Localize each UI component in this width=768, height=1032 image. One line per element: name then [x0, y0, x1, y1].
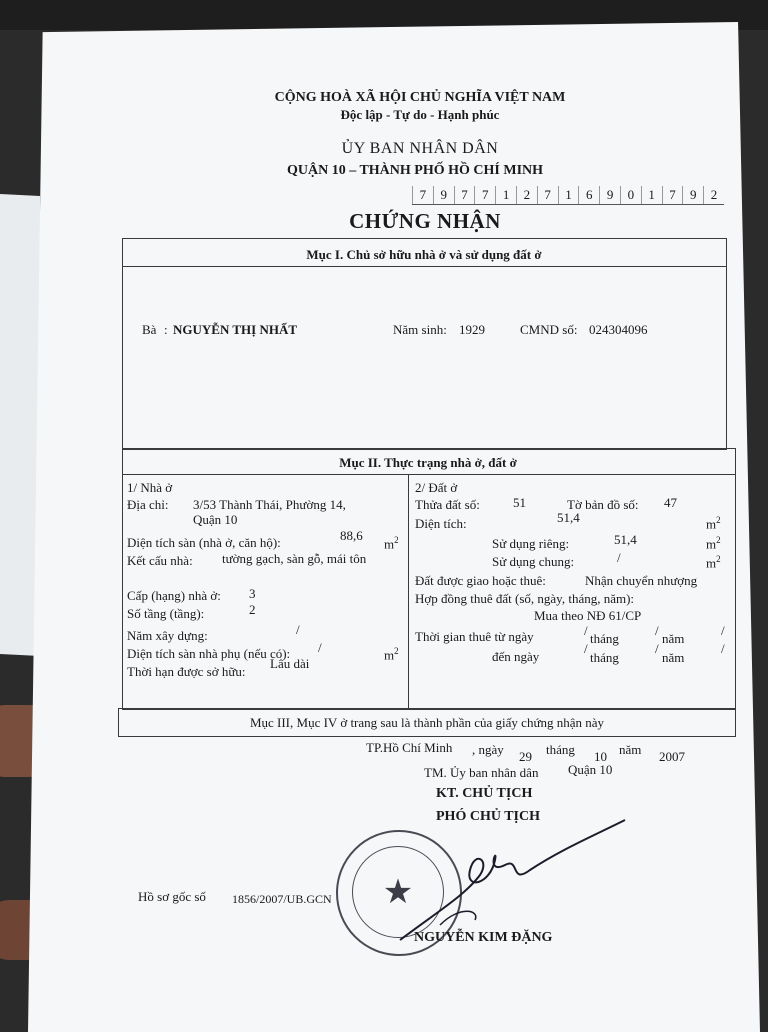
built-value: /	[296, 622, 300, 637]
private-use-label: Sử dụng riêng:	[492, 536, 570, 551]
plot-value: 51	[513, 495, 526, 510]
sign-month-label: tháng	[546, 742, 575, 757]
sign-place: TP.Hồ Chí Minh	[366, 740, 453, 755]
owner-prefix: Bà	[142, 322, 157, 337]
common-use-value: /	[617, 550, 621, 565]
lease-from-month-label: tháng	[590, 631, 619, 646]
floors-label: Số tầng (tầng):	[127, 606, 205, 621]
lease-to-year-slash: /	[721, 641, 725, 656]
sign-year: 2007	[659, 749, 685, 764]
private-use-unit: $m^2$	[706, 535, 721, 552]
lease-from-year-label: năm	[662, 631, 685, 646]
aux-area-value: /	[318, 640, 322, 655]
structure-value: tường gạch, sàn gỗ, mái tôn	[222, 551, 367, 566]
lease-label: Hợp đồng thuê đất (số, ngày, tháng, năm):	[415, 591, 635, 606]
serial-number: 7 9 7 7 1 2 7 1 6 9 0 1 7 9 2	[412, 186, 724, 205]
grade-value: 3	[249, 586, 256, 601]
issuer-title: ỦY BAN NHÂN DÂN	[341, 140, 499, 157]
national-motto: Độc lập - Tự do - Hạnh phúc	[340, 107, 500, 122]
address-label: Địa chỉ:	[127, 497, 169, 512]
lease-to-label: đến ngày	[492, 649, 540, 664]
section-note: Mục III, Mục IV ở trang sau là thành phần của giấy chứng nhận này	[249, 715, 605, 730]
aux-area-unit: $m^2$	[384, 646, 399, 663]
birth-year-label: Năm sinh:	[393, 322, 447, 337]
term-value: Lâu dài	[270, 656, 310, 671]
document-title: CHỨNG NHẬN	[349, 209, 501, 233]
section1-divider	[122, 266, 726, 267]
map-value: 47	[664, 495, 677, 510]
vice-chair: PHÓ CHỦ TỊCH	[436, 809, 540, 824]
land-heading: 2/ Đất ở	[415, 480, 458, 495]
common-use-unit: $m^2$	[706, 554, 721, 571]
floor-area-value: 88,6	[340, 528, 363, 543]
address-line1: 3/53 Thành Thái, Phường 14,	[193, 497, 346, 512]
birth-year: 1929	[459, 322, 485, 337]
seal-star-icon: ★	[352, 846, 444, 938]
section1-box	[122, 238, 727, 450]
file-number: 1856/2007/UB.GCN	[232, 892, 332, 906]
land-area-value: 51,4	[557, 510, 580, 525]
lease-from-year-slash: /	[721, 623, 725, 638]
lease-from-month-slash: /	[655, 623, 659, 638]
owner-name: NGUYỄN THỊ NHẤT	[173, 322, 298, 337]
land-area-unit: $m^2$	[706, 515, 721, 532]
lease-to-day-slash: /	[584, 641, 588, 656]
lease-to-month-slash: /	[655, 641, 659, 656]
house-heading: 1/ Nhà ở	[127, 480, 173, 495]
sign-day: 29	[519, 749, 532, 764]
common-use-label: Sử dụng chung:	[492, 554, 575, 569]
floor-area-label: Diện tích sàn (nhà ở, căn hộ):	[127, 535, 281, 550]
lease-to-month-label: tháng	[590, 650, 619, 665]
national-title: CỘNG HOÀ XÃ HỘI CHỦ NGHĨA VIỆT NAM	[274, 90, 566, 105]
address-line2: Quận 10	[193, 512, 238, 527]
built-label: Năm xây dựng:	[127, 628, 208, 643]
land-area-label: Diện tích:	[415, 516, 467, 531]
on-behalf-unit: Quận 10	[568, 762, 613, 777]
section2-column-divider	[408, 474, 409, 708]
lease-value: Mua theo NĐ 61/CP	[534, 608, 642, 623]
term-label: Thời hạn được sở hữu:	[127, 664, 246, 679]
file-label: Hồ sơ gốc số	[138, 889, 206, 904]
sign-month: 10	[594, 749, 607, 764]
allocation-value: Nhận chuyển nhượng	[585, 573, 698, 588]
private-use-value: 51,4	[614, 532, 637, 547]
lease-to-year-label: năm	[662, 650, 685, 665]
floors-value: 2	[249, 602, 256, 617]
allocation-label: Đất được giao hoặc thuê:	[415, 573, 546, 588]
id-number: 024304096	[589, 322, 648, 337]
id-label: CMND số:	[520, 322, 578, 337]
floor-area-unit: $m^2$	[384, 535, 399, 552]
lease-from-day-slash: /	[584, 623, 588, 638]
for-chair: KT. CHỦ TỊCH	[436, 786, 533, 801]
section2-title: Mục II. Thực trạng nhà ở, đất ở	[339, 455, 517, 470]
map-label: Tờ bản đồ số:	[567, 497, 639, 512]
section2-divider	[122, 474, 735, 475]
structure-label: Kết cấu nhà:	[127, 553, 193, 568]
on-behalf: TM. Ủy ban nhân dân	[424, 765, 539, 780]
underlying-paper	[0, 194, 40, 656]
grade-label: Cấp (hạng) nhà ở:	[127, 588, 221, 603]
aux-area-label: Diện tích sàn nhà phụ (nếu có):	[127, 646, 291, 661]
sign-year-label: năm	[619, 742, 642, 757]
sign-day-label: , ngày	[472, 742, 504, 757]
lease-from-label: Thời gian thuê từ ngày	[415, 629, 534, 644]
plot-label: Thửa đất số:	[415, 497, 480, 512]
section1-title: Mục I. Chủ sở hữu nhà ở và sử dụng đất ở	[306, 247, 542, 262]
district-title: QUẬN 10 – THÀNH PHỐ HỒ CHÍ MINH	[286, 163, 544, 178]
signer-name: NGUYỄN KIM ĐẶNG	[414, 930, 553, 945]
